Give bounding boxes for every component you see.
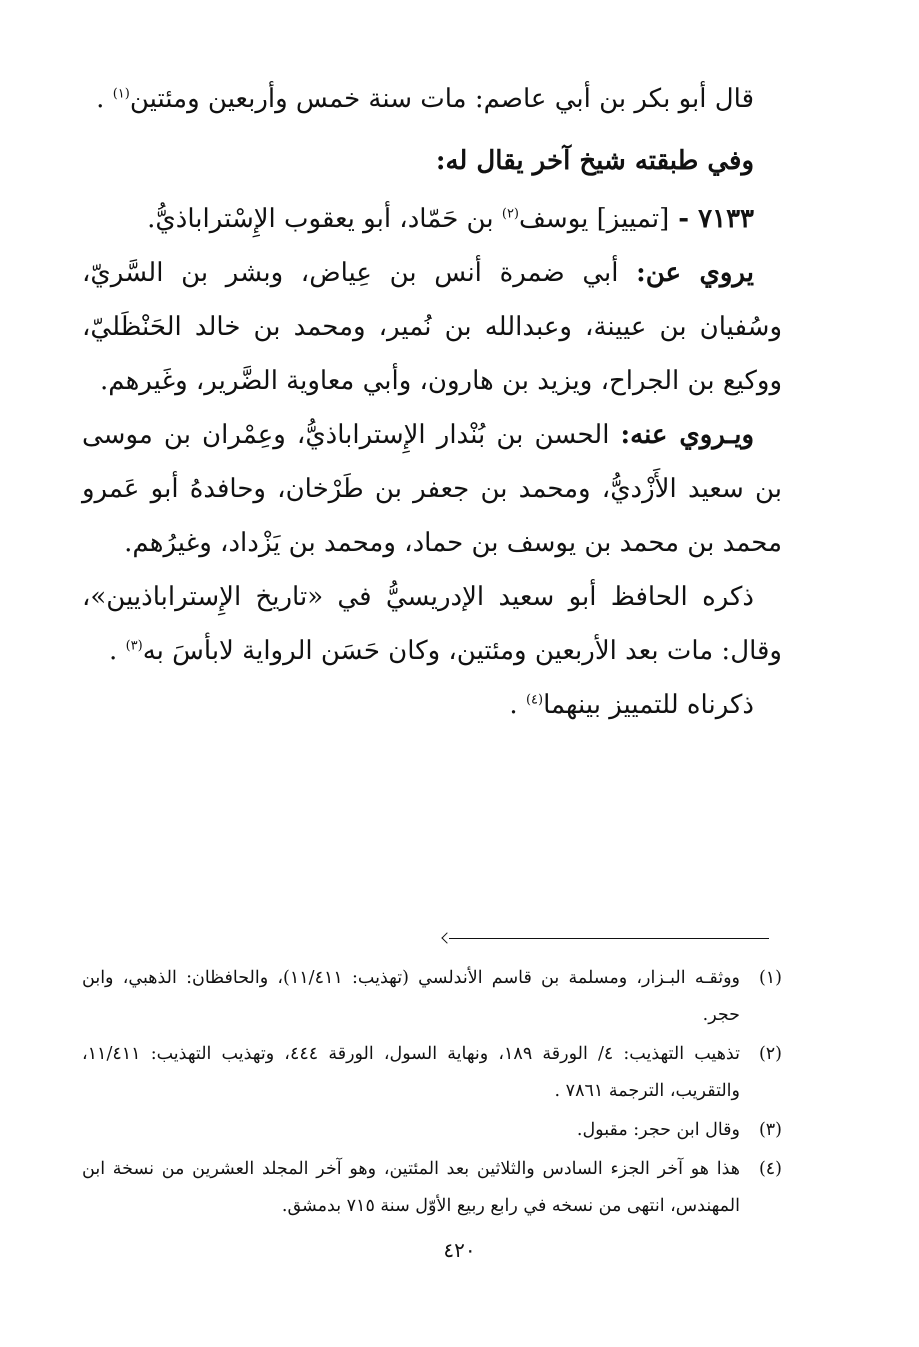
- footnote-number: (٤): [758, 1159, 782, 1179]
- footnote-ref-4[interactable]: (٤): [525, 692, 544, 708]
- narrates-from-paragraph: [82, 246, 782, 408]
- distinction-paragraph: ذكرناه للتمييز بينهما$^{(٤)}$ .: [509, 690, 754, 720]
- distinction-text: ذكرناه للتمييز بينهما: [543, 690, 754, 720]
- footnote-separator: [449, 938, 769, 939]
- footnote-1: [82, 960, 782, 1034]
- footnote-number: (١): [758, 968, 782, 988]
- footnote-ref-1[interactable]: (١): [112, 86, 130, 102]
- narrates-from-label: يروي عن:: [636, 258, 754, 288]
- main-text: [82, 72, 782, 732]
- narrated-by-text: الحسن بن بُنْدار الإِستراباذيُّ، وعِمْران بن موسى بن سعيد الأَزْديُّ، ومحمد بن جعفر بن طَرْخان، وحافدهُ أبو عَمرو محمد بن محمد بن يوسف بن حماد، ومحمد بن يَزْداد، وغيرُهم.: [82, 420, 782, 558]
- footnote-text: تذهيب التهذيب: ٤/ الورقة ١٨٩، ونهاية السول، الورقة ٤٤٤، وتهذيب التهذيب: ١١/٤١١، والتقريب، الترجمة ٧٨٦١ .: [82, 1044, 740, 1101]
- footnote-text: وقال ابن حجر: مقبول.: [576, 1120, 740, 1140]
- footnote-2: [82, 1036, 782, 1110]
- entry-name: [تمييز] يوسف: [519, 204, 670, 234]
- footnote-4: [82, 1151, 782, 1225]
- narrates-from-text: أبي ضمرة أنس بن عِياض، وبشر بن السَّريّ، وسُفيان بن عيينة، وعبدالله بن نُمير، ومحمد بن خالد الحَنْظَليّ، ووكيع بن الجراح، ويزيد بن هارون، وأبي معاوية الضَّرير، وغَيرهم.: [82, 258, 782, 396]
- footnote-number: (٣): [758, 1120, 782, 1140]
- footnote-3: [82, 1112, 782, 1149]
- entry-name-rest: بن حَمّاد، أبو يعقوب الإِسْتراباذيُّ.: [147, 204, 502, 234]
- mention-paragraph: ذكره الحافظ أبو سعيد الإدريسيُّ في «تاريخ الإِستراباذيين»، وقال: مات بعد الأربعين ومئتين، وكان حَسَن الرواية لابأسَ به$^{(٣)}$ .: [82, 582, 782, 666]
- footnote-number: (٢): [758, 1044, 782, 1064]
- footnote-text: هذا هو آخر الجزء السادس والثلاثين بعد المئتين، وهو آخر المجلد العشرين من نسخة ابن المهندس، انتهى من نسخه في رابع ربيع الأوّل سنة ٧١٥ بدمشق.: [82, 1159, 740, 1216]
- paragraph-text: قال أبو بكر بن أبي عاصم: مات سنة خمس وأربعين ومئتين: [129, 84, 754, 114]
- mention-text: ذكره الحافظ أبو سعيد الإدريسيُّ في «تاريخ الإِستراباذيين»، وقال: مات بعد الأربعين ومئتين، وكان حَسَن الرواية لابأسَ به: [82, 582, 782, 666]
- narrated-by-paragraph: [82, 408, 782, 570]
- paragraph-death-date: قال أبو بكر بن أبي عاصم: مات سنة خمس وأربعين ومئتين$^{(١)}$ .: [96, 84, 754, 114]
- footnote-ref-3[interactable]: (٣): [125, 638, 143, 654]
- narrated-by-label: ويـروي عنه:: [620, 420, 754, 450]
- page-number: ٤٢٠: [443, 1238, 476, 1262]
- footnotes: [82, 960, 782, 1227]
- entry-number: ٧١٣٣ -: [669, 204, 754, 234]
- biography-entry-title: [82, 192, 782, 246]
- footnote-text: ووثقـه البـزار، ومسلمة بن قاسم الأندلسي (تهذيب: ١١/٤١١)، والحافظان: الذهبي، وابن حجر.: [82, 968, 740, 1025]
- footnote-ref-2[interactable]: (٢): [501, 206, 519, 222]
- section-heading: وفي طبقته شيخ آخر يقال له:: [435, 146, 754, 176]
